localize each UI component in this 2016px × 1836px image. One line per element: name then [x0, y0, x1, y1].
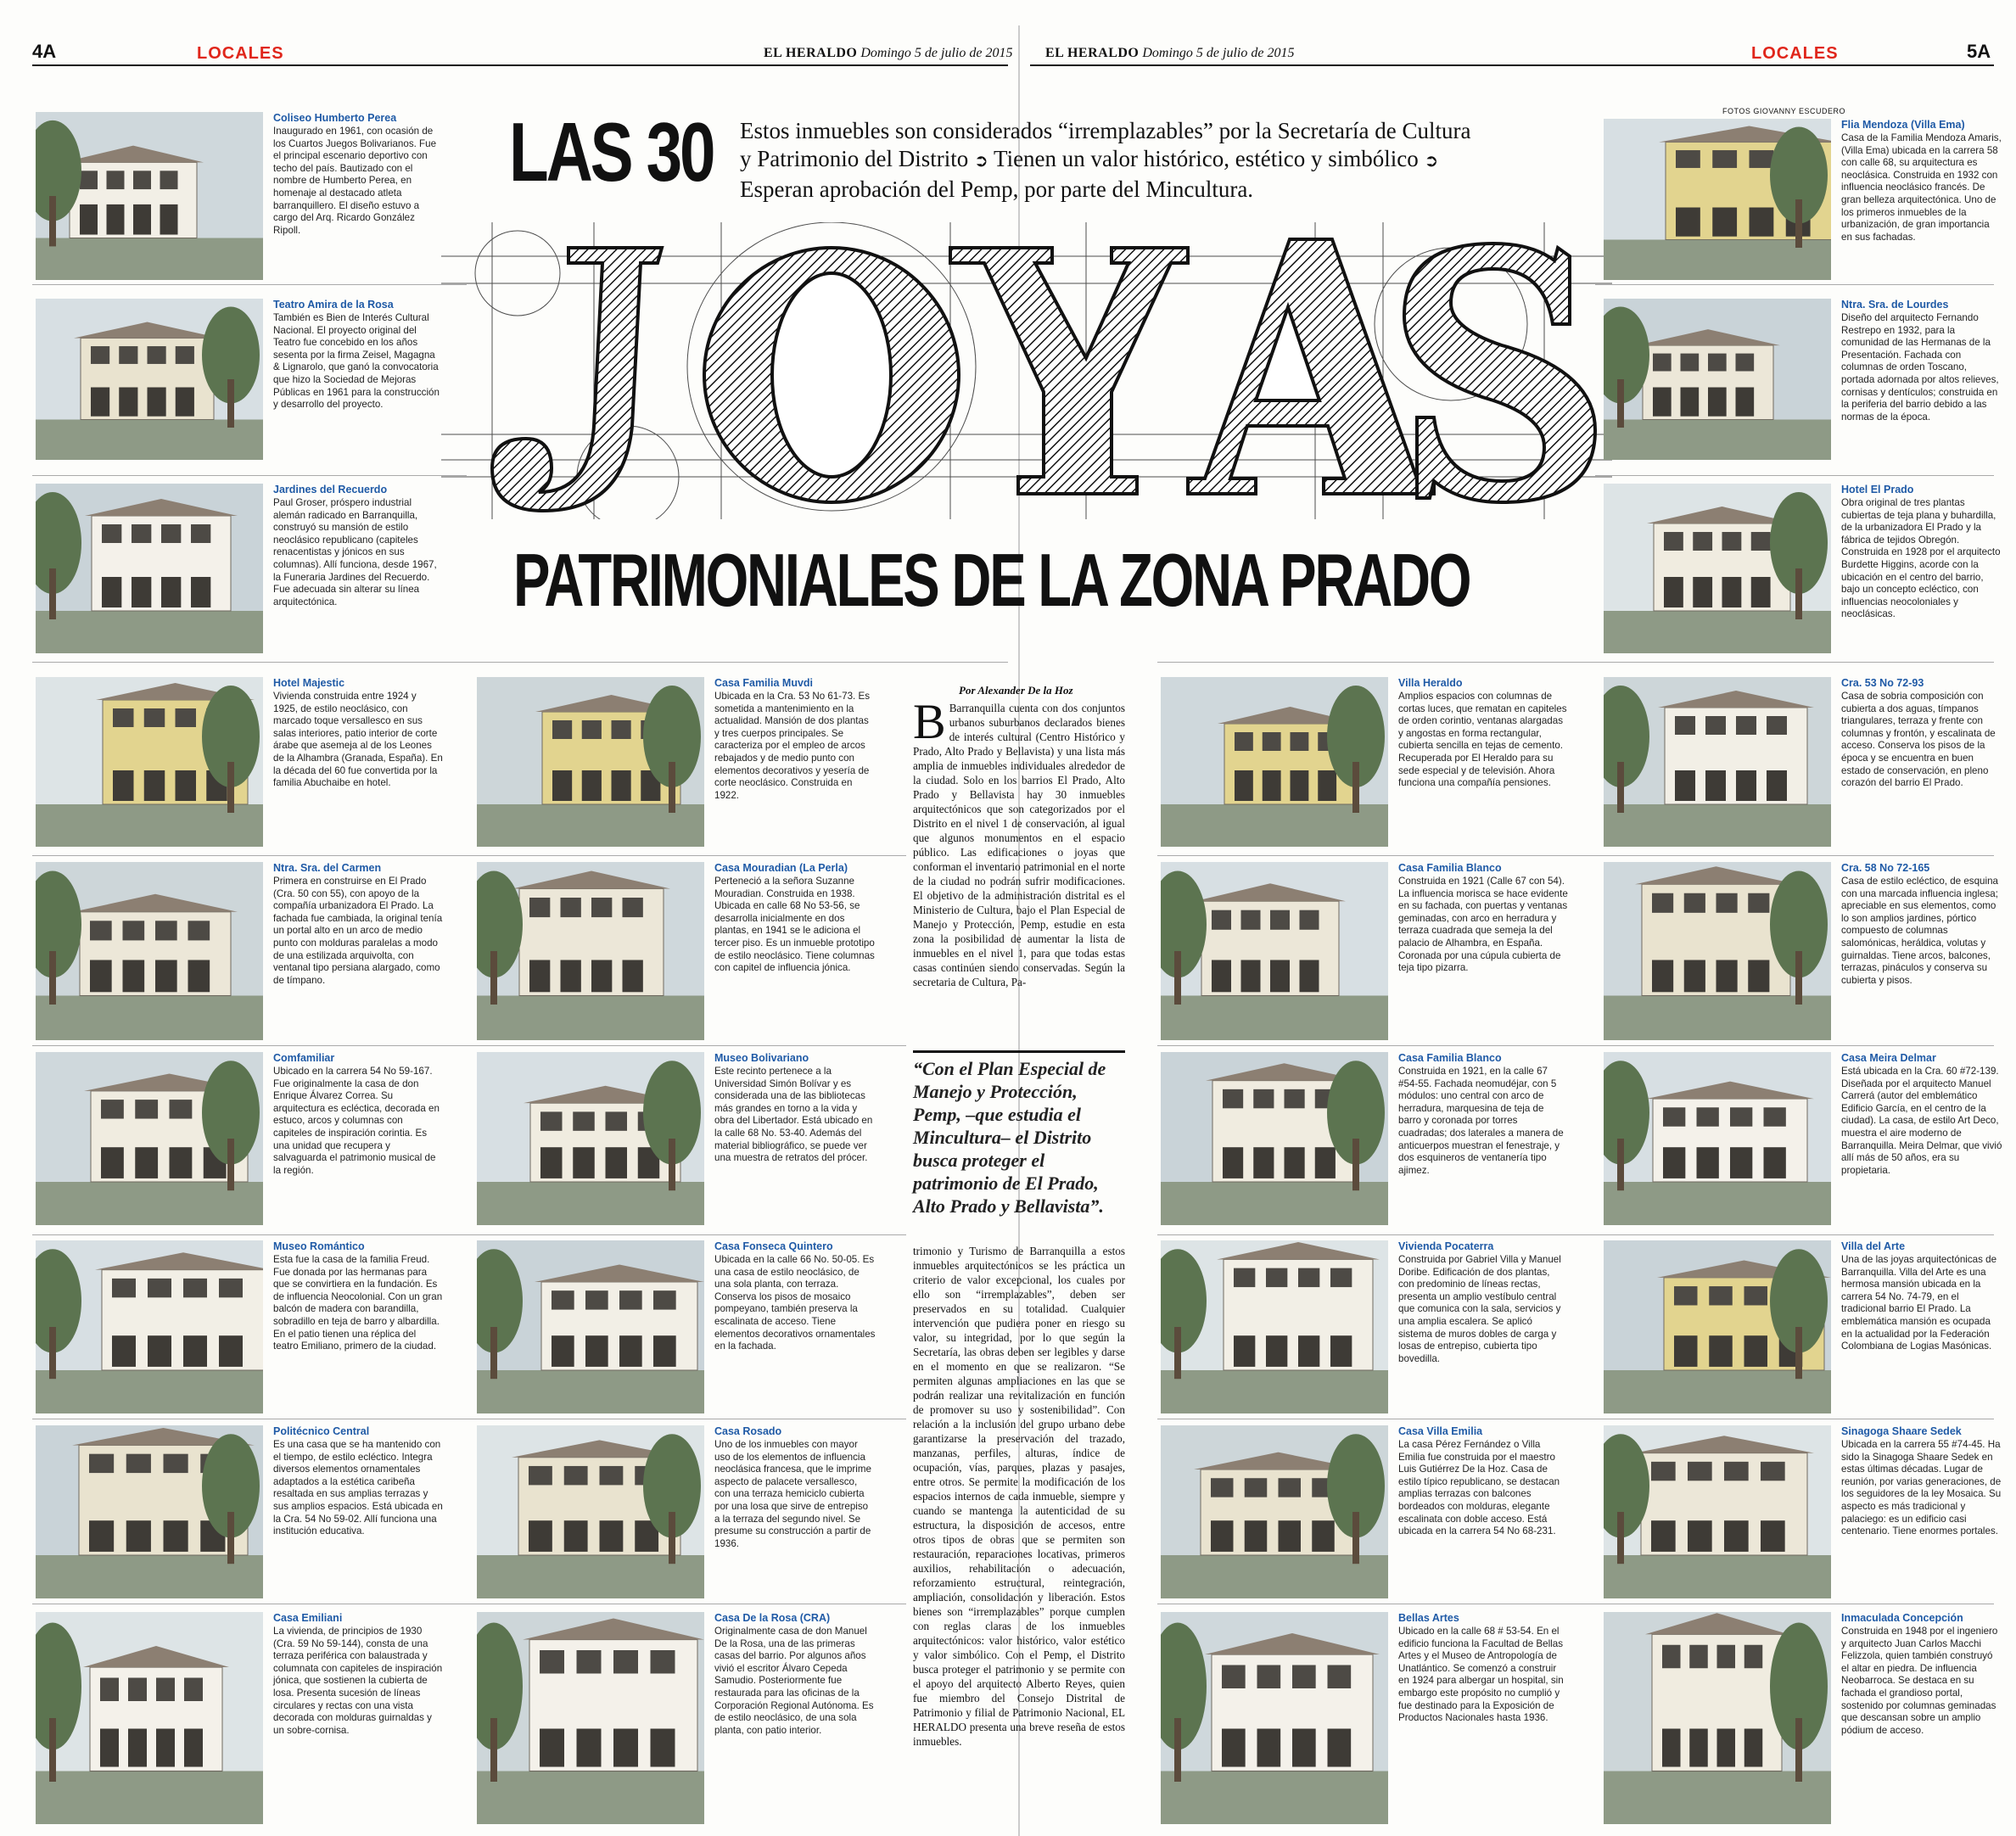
- photo-illustration: [36, 299, 263, 460]
- letter-O: [704, 248, 959, 502]
- building-photo: [477, 862, 704, 1040]
- deck-part-2: Tienen un valor histórico, estético y simbólico: [994, 146, 1419, 171]
- entry-description: Paul Groser, próspero industrial alemán radicado en Barranquilla, construyó su mansión de estilo neoclásico republicano (capiteles renacentistas y jónicos en sus columnas). Allí funciona, desde 1967, la Funeraria Jardines del Recuerdo. Fue adecuada sin alterar su línea arquitectónica.: [273, 497, 437, 607]
- photo-illustration: [1161, 1240, 1388, 1413]
- row-divider: [32, 855, 906, 856]
- entry-description: Casa de estilo ecléctico, de esquina con una marcada influencia inglesa; apreciable en sus elementos, como lo son amplios jardines, pórtico compuesto de columnas salomónicas, heráldica, volutas y guirnaldas. Tiene arcos, balcones, terrazas, pináculos y conserva su cubierta y pisos.: [1841, 876, 1998, 986]
- article-text-1: Barranquilla cuenta con dos conjuntos urbanos suburbanos declarados bienes de interés cultural (Centro Histórico y Prado, Alto Prado y Bellavista) y una lista más amplia de inmuebles individuales alrededor de la ciudad. Solo en los barrios El Prado, Alto Prado y Bellavista hay 30 inmuebles arquitectónicos que son categorizados por el Distrito en el nivel 1 de conservación, al igual que algunos monumentos en el espacio público. Las edificaciones o joyas que conforman el inventario patrimonial en el norte de la ciudad no podrán sufrir modificaciones. El objetivo de la administración distrital es el Ministerio de Cultura, bajo el Plan Especial de Manejo y Protección, Pemp, estudie en esta zona la posibilidad de aumentar la lista de inmuebles en el nivel 1, para que todas estas casas continúen siendo conservadas. Según la secretaria de Cultura, Pa-: [913, 702, 1125, 988]
- building-photo: [36, 484, 263, 653]
- row-divider: [32, 1234, 906, 1235]
- photo-illustration: [36, 862, 263, 1040]
- entry-description: Uno de los inmuebles con mayor uso de los elementos de influencia neoclásica francesa, que le imprime aspecto de palacete versallesco, con una terraza hemiciclo cubierta por una losa que sirve de entrepiso a la terraza del segundo nivel. Se presume su construcción a partir de 1936.: [714, 1439, 871, 1549]
- building-photo: [1161, 1240, 1388, 1413]
- entry-title: Teatro Amira de la Rosa: [273, 299, 394, 311]
- building-photo: [1161, 1612, 1388, 1824]
- entry-description: Una de las joyas arquitectónicas de Barranquilla. Villa del Arte es una hermosa mansión ubicada en la carrera 54 No. 74-79, en el tradicional barrio El Prado. La emblemática mansión es ocupada en la actualidad por la Federación Colombiana de Logias Masónicas.: [1841, 1254, 1997, 1352]
- building-photo: [1604, 1052, 1831, 1225]
- building-photo: [36, 299, 263, 460]
- letter-S: [1404, 243, 1595, 502]
- entry-description: Construida por Gabriel Villa y Manuel Doribe. Edificación de dos plantas, con predominio de líneas rectas, presenta un amplio vestíbulo central que comunica con la sala, servicios y una amplia escalera. Se aplicó sistema de muros dobles de carga y losas de entrepiso, cubierta tipo bovedilla.: [1398, 1254, 1561, 1364]
- photo-credit: FOTOS GIOVANNY ESCUDERO: [1722, 107, 1846, 115]
- entry-description: Ubicada en la calle 66 No. 50-05. Es una casa de estilo neoclásico, de una sola planta, con terraza. Conserva los pisos de mosaico pompeyano, también preserva la escalinata de acceso. Tiene elementos decorativos ornamentales en la fachada.: [714, 1254, 876, 1352]
- building-photo: [1161, 1052, 1388, 1225]
- entry-description: Es una casa que se ha mantenido con el tiempo, de estilo ecléctico. Integra diversos elementos ornamentales adaptados a la estética caribeña resaltada en sus amplias terrazas y sus amplios espacios. Está ubicada en la Cra. 54 No 59-02. Allí funciona una institución educativa.: [273, 1439, 443, 1537]
- section-label-left: LOCALES: [197, 44, 284, 63]
- entry-description: Perteneció a la señora Suzanne Mouradian. Construida en 1938. Ubicada en calle 68 No 53-56, se desarrolla inicialmente en dos plantas, en 1941 se le adiciona el tercer piso. Es un inmueble prototipo de estilo neoclásico. Tiene columnas con capitel de influencia jónica.: [714, 876, 875, 974]
- headline-post: PATRIMONIALES DE LA ZONA PRADO: [513, 538, 1470, 622]
- building-photo: [1604, 484, 1831, 653]
- entry-description: Vivienda construida entre 1924 y 1925, de estilo neoclásico, con marcado toque versallesco en sus salas interiores, patio interior de corte árabe que asemeja al de los Leones de la Alhambra (Granada, España). En la década del 60 fue convertida por la familia Abuchaibe en hotel.: [273, 691, 443, 789]
- photo-illustration: [1604, 1052, 1831, 1225]
- photo-illustration: [477, 1425, 704, 1598]
- section-label-right: LOCALES: [1751, 44, 1839, 63]
- entry-title: Casa Familia Blanco: [1398, 1052, 1502, 1064]
- date-right: Domingo 5 de julio de 2015: [1142, 46, 1295, 60]
- building-photo: [477, 677, 704, 847]
- building-photo: [36, 1240, 263, 1413]
- entry-description: Ubicado en la carrera 54 No 59-167. Fue originalmente la casa de don Enrique Álvarez Correa. Su arquitectura es ecléctica, decorada en estuco, arcos y columnas con capiteles de inspiración corintia. Es una unidad que recupera y salvaguarda el patrimonio musical de la región.: [273, 1066, 440, 1176]
- entry-description: También es Bien de Interés Cultural Nacional. El proyecto original del Teatro fue concebido en los años sesenta por la firma Zeisel, Magagna & Lignarolo, que ganó la convocatoria que hizo la Sociedad de Mejoras Públicas en 1961 para la construcción y desarrollo del proyecto.: [273, 312, 440, 411]
- deck-part-1: Estos inmuebles son considerados “irremplazables” por la Secretaría de Cultura y Patrimonio del Distrito: [740, 118, 1471, 171]
- building-photo: [1604, 299, 1831, 460]
- building-photo: [36, 1612, 263, 1824]
- building-photo: [1604, 1612, 1831, 1824]
- entry-description: Casa de la Familia Mendoza Amaris, (Villa Ema) ubicada en la carrera 58 con calle 68, su arquitectura es neoclásica. Construida en 1932 con influencia neoclásico francés. De gran belleza arquitectónica. Uno de los primeros inmuebles de la urbanización, de gran importancia en sus fachadas.: [1841, 132, 2002, 243]
- arrow-icon: ➲: [974, 152, 988, 171]
- building-photo: [477, 1240, 704, 1413]
- article-column-1: [913, 701, 1125, 1040]
- row-divider: [1157, 855, 1994, 856]
- building-photo: [477, 1612, 704, 1824]
- building-photo: [1604, 1425, 1831, 1598]
- arrow-icon: ➲: [1424, 152, 1439, 171]
- photo-illustration: [1161, 862, 1388, 1040]
- entry-title: Casa Rosado: [714, 1425, 782, 1437]
- building-photo: [1604, 862, 1831, 1040]
- photo-illustration: [1604, 484, 1831, 653]
- entry-title: Coliseo Humberto Perea: [273, 112, 397, 124]
- entry-title: Casa Familia Blanco: [1398, 862, 1502, 874]
- photo-illustration: [1604, 862, 1831, 1040]
- row-divider: [32, 284, 467, 285]
- entry-description: Esta fue la casa de la familia Freud. Fue donada por las hermanas para que se convirtiera en la fundación. Es de influencia Neocolonial. Con un gran balcón de madera con barandilla, sobradillo en teja de barro y albardilla. En el patio tienen una réplica del teatro Emiliano, primero de la ciudad.: [273, 1254, 443, 1352]
- entry-title: Politécnico Central: [273, 1425, 370, 1437]
- photo-illustration: [1604, 1425, 1831, 1598]
- building-photo: [1161, 1425, 1388, 1598]
- header-rule-right: [1030, 64, 1994, 66]
- entry-title: Vivienda Pocaterra: [1398, 1240, 1494, 1252]
- entry-description: Diseño del arquitecto Fernando Restrepo en 1932, para la comunidad de las Hermanas de la Presentación. Fachada con columnas de orden Toscano, portada adornada por altos relieves, cornisas y dentículos; construida en la periferia del barrio debido a las normas de la época.: [1841, 312, 1999, 423]
- photo-illustration: [36, 1612, 263, 1824]
- entry-title: Villa Heraldo: [1398, 677, 1463, 689]
- building-photo: [36, 112, 263, 280]
- building-photo: [1604, 677, 1831, 847]
- entry-title: Casa Familia Muvdi: [714, 677, 814, 689]
- row-divider: [32, 662, 1008, 663]
- entry-description: Construida en 1921, en la calle 67 #54-55. Fachada neomudéjar, con 5 módulos: uno central con arco de herradura, marquesina de teja de barro y coronada por torres cuadradas; dos laterales a manera de anticuerpos muestran el fenestraje, y dos esquineros de ventanería tipo ajimez.: [1398, 1066, 1564, 1176]
- entry-title: Casa Meira Delmar: [1841, 1052, 1936, 1064]
- paper-name-left: EL HERALDO: [764, 46, 858, 60]
- row-divider: [1157, 1234, 1994, 1235]
- masthead-left: [764, 46, 1012, 61]
- entry-description: Ubicado en la calle 68 # 53-54. En el edificio funciona la Facultad de Bellas Artes y el Museo de Antropología de Unatlántico. Se comenzó a construir en 1924 para albergar un hospital, sin embargo este propósito no cumplió y fue destinado para la Exposición de Productos Nacionales hasta 1936.: [1398, 1626, 1564, 1724]
- date-left: Domingo 5 de julio de 2015: [860, 46, 1013, 60]
- row-divider: [1157, 662, 1994, 663]
- photo-illustration: [36, 1052, 263, 1225]
- building-photo: [477, 1052, 704, 1225]
- entry-title: Ntra. Sra. del Carmen: [273, 862, 382, 874]
- paper-name-right: EL HERALDO: [1045, 46, 1140, 60]
- entry-description: Este recinto pertenece a la Universidad Simón Bolívar y es considerada una de las bibliotecas más grandes en torno a la vida y obra del Libertador. Está ubicado en la calle 68 No. 53-40. Además del material bibliográfico, se puede ver una muestra de retratos del prócer.: [714, 1066, 873, 1164]
- entry-description: La vivienda, de principios de 1930 (Cra. 59 No 59-144), consta de una terraza periférica con balaustrada y columnata con capiteles de inspiración jónica, que sostienen la cubierta de losa. Presenta sucesión de líneas circulares y rectas con una vista decorada con molduras guirnaldas y un sobre-cornisa.: [273, 1626, 443, 1736]
- photo-illustration: [1604, 1240, 1831, 1413]
- byline: Por Alexander De la Hoz: [959, 684, 1073, 697]
- entry-description: Construida en 1921 (Calle 67 con 54). La influencia morisca se hace evidente en su fachada, con puertas y ventanas geminadas, con arco en herradura y terraza cuadrada que semeja la del palacio de Alhambra, en España. Coronada por una cúpula cubierta de teja tipo pizarra.: [1398, 876, 1568, 974]
- entry-title: Cra. 58 No 72-165: [1841, 862, 1930, 874]
- building-photo: [1161, 677, 1388, 847]
- entry-title: Hotel El Prado: [1841, 484, 1914, 495]
- entry-description: Obra original de tres plantas cubiertas de teja plana y buhardilla, de la urbanizadora El Prado y la fábrica de tejidos Obregón. Construida en 1928 por el arquitecto Burdette Higgins, acorde con la ubicación en el centro del barrio, bajo un concepto ecléctico, con influencias neocoloniales y neoclásicas.: [1841, 497, 2001, 620]
- entry-description: Ubicada en la carrera 55 #74-45. Ha sido la Sinagoga Shaare Sedek en estas últimas décadas. Lugar de reunión, por varias generaciones, de los seguidores de la ley Mosaica. Su aspecto es más tradicional y palaciego: es un edificio casi centenario. Tiene enormes portales.: [1841, 1439, 2002, 1537]
- entry-description: Originalmente casa de don Manuel De la Rosa, una de las primeras casas del barrio. Por algunos años vivió el escritor Álvaro Cepeda Samudio. Posteriormente fue restaurada para las oficinas de la Corporación Regional Autónoma. Es de estilo neoclásico, de una sola planta, con patio interior.: [714, 1626, 874, 1736]
- row-divider: [1157, 1045, 1994, 1046]
- article-column-2: trimonio y Turismo de Barranquilla a estos inmuebles arquitectónicos se les práctica un criterio de valor excepcional, los cuales por ello son “irremplazables”, deben ser preservados en su totalidad. Cualquier intervención que pudiera poner en riesgo su valor, su integridad, por lo que según la Secretaría, las obras deben ser legibles y darse en el momento en que se realizaron. “Se permiten algunas ampliaciones en las que se podrán realizar una revitalización en función de promover su uso y sostenibilidad”. Con relación a la inclusión del grupo urbano debe garantizarse la preservación del trazado, manzanas, perfiles, alturas, índice de ocupación, vías, parques, plazas y pasajes, entre otros. Se permite la modificación de los espacios internos de cada inmueble, siempre y cuando se mantenga la autenticidad de su estructura, la disposición de accesos, entre otros tipos de obras que se permiten son restauración, reparaciones locativas, primeros auxilios, rehabilitación o adecuación, reforzamiento estructural, reintegración, ampliación, consolidación y liberación. Estos bienes son “irremplazables” porque cumplen con reglas claras de los inmuebles arquitectónicos: valor histórico, valor estético y valor simbólico. Con el Pemp, el Distrito busca proteger el patrimonio y se permite con el apoyo del arquitecto Alberto Reyes, quien fue miembro del Consejo Distrital de Patrimonio y filial de Patrimonio Nacional, EL HERALDO presenta una breve reseña de estos inmuebles.: [913, 1245, 1125, 1748]
- entry-title: Sinagoga Shaare Sedek: [1841, 1425, 1962, 1437]
- headline-pre: LAS 30: [509, 105, 714, 199]
- building-photo: [36, 1425, 263, 1598]
- photo-illustration: [1604, 119, 1831, 280]
- row-divider: [32, 1045, 906, 1046]
- joyas-headline-art: [441, 222, 1612, 519]
- entry-description: Está ubicada en la Cra. 60 #72-139. Diseñada por el arquitecto Manuel Carrerá (autor del emblemático Edificio García, en el centro de la ciudad). La casa, de estilo Art Deco, muestra el aire moderno de Barranquilla. Meira Delmar, que vivió allí más de 50 años, era su propietaria.: [1841, 1066, 2002, 1176]
- entry-title: Comfamiliar: [273, 1052, 335, 1064]
- photo-illustration: [1161, 1425, 1388, 1598]
- entry-description: Casa de sobria composición con cubierta a dos aguas, tímpanos triangulares, terraza y frente con columnas y frontón, y escalinata de acceso. Conserva los pisos de la época y se encuentra en buen estado de conservación, en pleno corazón del barrio El Prado.: [1841, 691, 1996, 789]
- entry-title: Casa Fonseca Quintero: [714, 1240, 833, 1252]
- building-photo: [1604, 119, 1831, 280]
- masthead-right: [1045, 46, 1294, 61]
- header-rule-left: [32, 64, 1008, 66]
- entry-title: Casa De la Rosa (CRA): [714, 1612, 831, 1624]
- photo-illustration: [1161, 1052, 1388, 1225]
- entry-title: Bellas Artes: [1398, 1612, 1459, 1624]
- entry-title: Casa Mouradian (La Perla): [714, 862, 848, 874]
- photo-illustration: [36, 1240, 263, 1413]
- entry-description: La casa Pérez Fernández o Villa Emilia fue construida por el maestro Luis Gutiérrez De la Hoz. Casa de estilo típico republicano, se destacan amplias terrazas con balcones bordeados con molduras, elegante escalinata con doble acceso. Está ubicada en la carrera 54 No 68-231.: [1398, 1439, 1560, 1537]
- entry-title: Flia Mendoza (Villa Ema): [1841, 119, 1965, 131]
- entry-description: Primera en construirse en El Prado (Cra. 50 con 55), con apoyo de la compañía urbanizadora El Prado. La fachada fue cambiada, la original tenía un portal alto en un arco de medio punto con molduras paralelas a modo de una estilizada arquivolta, con ventanal tipo persiana alargado, como de tímpano.: [273, 876, 443, 986]
- quote-rule: [913, 1050, 1125, 1053]
- entry-title: Villa del Arte: [1841, 1240, 1906, 1252]
- photo-illustration: [1161, 677, 1388, 847]
- entry-title: Inmaculada Concepción: [1841, 1612, 1963, 1624]
- entry-title: Cra. 53 No 72-93: [1841, 677, 1924, 689]
- letter-A: [1188, 239, 1434, 494]
- entry-title: Jardines del Recuerdo: [273, 484, 388, 495]
- photo-illustration: [1604, 1612, 1831, 1824]
- photo-illustration: [477, 1052, 704, 1225]
- entry-title: Ntra. Sra. de Lourdes: [1841, 299, 1949, 311]
- entry-description: Inaugurado en 1961, con ocasión de los Cuartos Juegos Bolivarianos. Fue el principal escenario deportivo con techo del país. Bautizado con el nombre de Humberto Perea, en homenaje al destacado atleta barranquillero. El diseño estuvo a cargo del Arq. Ricardo González Ripoll.: [273, 126, 437, 236]
- building-photo: [36, 862, 263, 1040]
- page-number-left: 4A: [32, 41, 57, 62]
- entry-title: Hotel Majestic: [273, 677, 345, 689]
- pull-quote: “Con el Plan Especial de Manejo y Protección, Pemp, –que estudia el Mincultura– el Distrito busca proteger el patrimonio de El Prado, Alto Prado y Bellavista”.: [913, 1058, 1106, 1217]
- row-divider: [32, 475, 467, 476]
- drop-cap: B: [913, 701, 946, 749]
- entry-title: Casa Villa Emilia: [1398, 1425, 1483, 1437]
- letter-Y: [950, 248, 1188, 494]
- photo-illustration: [1604, 677, 1831, 847]
- building-photo: [36, 677, 263, 847]
- entry-title: Museo Romántico: [273, 1240, 365, 1252]
- entry-title: Museo Bolivariano: [714, 1052, 809, 1064]
- photo-illustration: [36, 484, 263, 653]
- entry-description: Ubicada en la Cra. 53 No 61-73. Es sometida a mantenimiento en la actualidad. Mansión de dos plantas y tres cuerpos principales. Se caracteriza por el empleo de arcos rebajados y de medio punto con elementos decorativos y yesería de corte neoclásico. Construida en 1922.: [714, 691, 871, 801]
- entry-title: Casa Emiliani: [273, 1612, 343, 1624]
- building-photo: [477, 1425, 704, 1598]
- photo-illustration: [477, 1612, 704, 1824]
- photo-illustration: [36, 112, 263, 280]
- row-divider: [1595, 284, 1994, 285]
- photo-illustration: [36, 677, 263, 847]
- row-divider: [1595, 475, 1994, 476]
- building-photo: [36, 1052, 263, 1225]
- photo-illustration: [36, 1425, 263, 1598]
- deck-part-3: Esperan aprobación del Pemp, por parte del Mincultura.: [740, 176, 1254, 202]
- entry-description: Construida en 1948 por el ingeniero y arquitecto Juan Carlos Macchi Felizzola, quien también construyó el altar en piedra. De influencia Neobarroca. Se destaca en su fachada el grandioso portal, sostenido por columnas geminadas que descansan sobre un amplio pódium de acceso.: [1841, 1626, 1998, 1736]
- photo-illustration: [1161, 1612, 1388, 1824]
- building-photo: [1604, 1240, 1831, 1413]
- photo-illustration: [477, 677, 704, 847]
- headline-deck: [740, 117, 1487, 204]
- page-number-right: 5A: [1967, 41, 1991, 62]
- building-photo: [1161, 862, 1388, 1040]
- photo-illustration: [477, 1240, 704, 1413]
- entry-description: Amplios espacios con columnas de cortas luces, que rematan en capiteles de orden corintio, ventanas alargadas y angostas en forma rectangular, cubierta sencilla en tejas de cemento. Recuperada por El Heraldo para su sede especial y de televisión. Ahora funciona una compañía pensiones.: [1398, 691, 1567, 789]
- photo-illustration: [1604, 299, 1831, 460]
- photo-illustration: [477, 862, 704, 1040]
